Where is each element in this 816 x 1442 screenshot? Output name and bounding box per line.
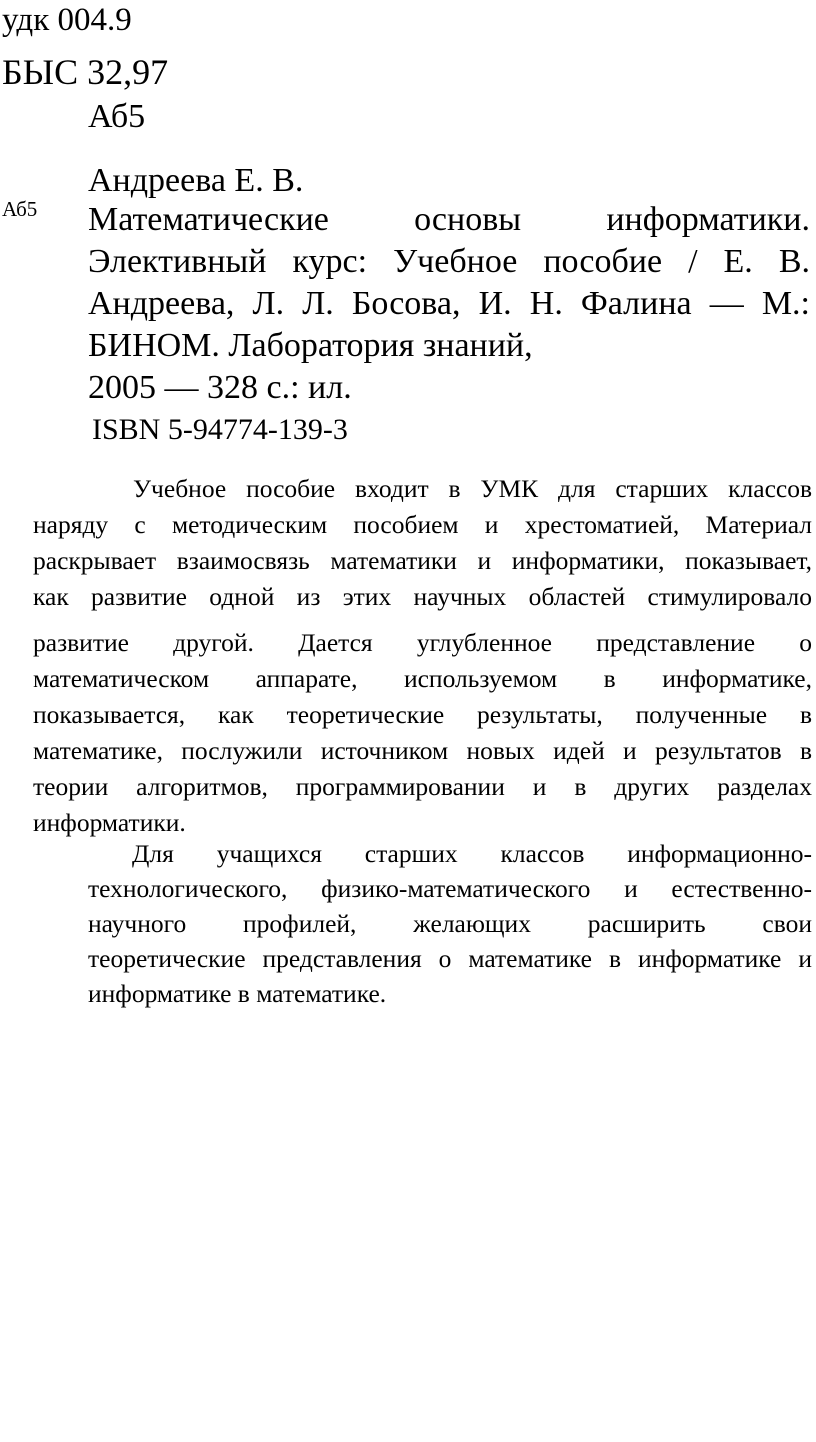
audience-line: технологического, физико-математического и естественно- — [88, 874, 812, 903]
annotation-line: теории алгоритмов, программировании и в других разделах — [33, 772, 812, 801]
annotation-line: информатики. — [33, 808, 186, 837]
audience-line: Для учащихся старших классов информационно- — [132, 839, 812, 868]
bbk-code: БЫС 32,97 — [2, 52, 169, 92]
annotation-line: математическом аппарате, используемом в информатике, — [33, 664, 812, 693]
side-author-mark: Аб5 — [2, 197, 38, 221]
annotation-line: показывается, как теоретические результаты, полученные в — [33, 700, 812, 729]
annotation-line: наряду с методическим пособием и хрестоматией, Материал — [33, 510, 812, 539]
biblio-line: Андреева, Л. Л. Босова, И. Н. Фалина — М.: — [88, 285, 810, 322]
annotation-line: развитие другой. Дается углубленное представление о — [33, 628, 812, 657]
biblio-line: БИНОМ. Лаборатория знаний, — [88, 327, 533, 364]
audience-line: теоретические представления о математике в информатике и — [88, 944, 812, 973]
biblio-line: 2005 — 328 с.: ил. — [88, 369, 352, 406]
biblio-line: Элективный курс: Учебное пособие / Е. В. — [88, 243, 810, 280]
author-name: Андреева Е. В. — [88, 162, 304, 199]
audience-line: информатике в математике. — [88, 979, 387, 1008]
audience-line: научного профилей, желающих расширить свои — [88, 909, 812, 938]
annotation-paragraph — [33, 471, 812, 841]
author-mark: Аб5 — [88, 98, 146, 135]
audience-paragraph — [88, 836, 812, 1011]
isbn: ISBN 5-94774-139-3 — [92, 413, 348, 446]
annotation-line: раскрывает взаимосвязь математики и информатики, показывает, — [33, 546, 812, 575]
biblio-line: Математические основы информатики. — [88, 201, 810, 238]
annotation-line: Учебное пособие входит в УМК для старших классов — [133, 474, 812, 503]
annotation-line: как развитие одной из этих научных областей стимулировало — [33, 582, 812, 611]
annotation-line: математике, послужили источником новых идей и результатов в — [33, 736, 812, 765]
bibliographic-description — [88, 199, 810, 409]
udk-code: удк 004.9 — [2, 2, 132, 38]
